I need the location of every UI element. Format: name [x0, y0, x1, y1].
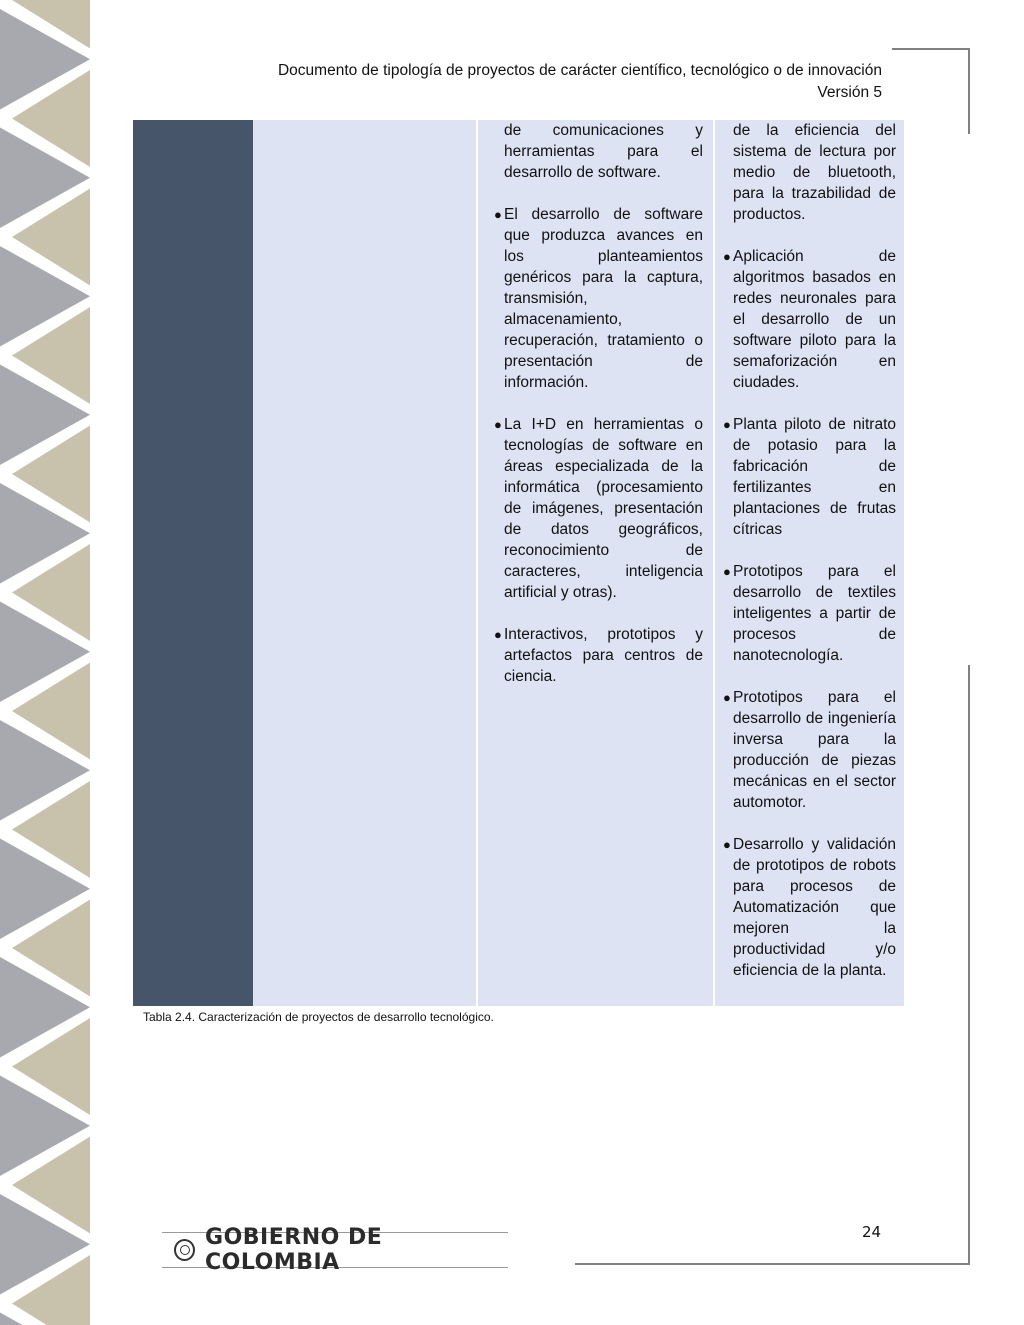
list-item: ● Desarrollo y validación de prototipos de robots para procesos de Automatización que mejoren la productividad y/o eficiencia de la planta. — [723, 836, 896, 979]
list-item: ● Planta piloto de nitrato de potasio para la fabricación de fertilizantes en plantaciones de frutas cítricas — [723, 416, 896, 538]
table-activities-column — [478, 120, 713, 1006]
bullet-icon: ● — [723, 690, 731, 705]
page-number: 24 — [862, 1223, 882, 1241]
list-item: ● Interactivos, prototipos y artefactos para centros de ciencia. — [494, 626, 703, 685]
frame-line-top — [892, 48, 970, 50]
activities-continuation — [494, 120, 703, 183]
government-logo-text: GOBIERNO DE COLOMBIA — [205, 1225, 383, 1275]
continuation-line: medio de bluetooth, — [733, 164, 896, 181]
frame-line-right-lower — [968, 665, 970, 1265]
continuation-line: sistema de lectura por — [733, 143, 896, 160]
bullet-icon: ● — [494, 417, 502, 432]
list-item: ● La I+D en herramientas o tecnologías de software en áreas especializada de la informática (procesamiento de imágenes, presentación de datos geográficos, reconocimiento de caracteres, inteligencia artificial y otras). — [494, 416, 703, 601]
frame-line-right-upper — [968, 48, 970, 134]
colombia-seal-icon — [174, 1239, 195, 1261]
frame-line-bottom — [575, 1263, 970, 1265]
bullet-icon: ● — [723, 837, 731, 852]
continuation-line: de comunicaciones y — [504, 122, 703, 139]
examples-list — [723, 246, 896, 981]
activities-list — [494, 204, 703, 687]
projects-table — [133, 120, 904, 1006]
continuation-line: herramientas para el — [504, 143, 703, 160]
bullet-icon: ● — [723, 249, 731, 264]
bullet-icon: ● — [723, 564, 731, 579]
list-item: ● Aplicación de algoritmos basados en redes neuronales para el desarrollo de un software piloto para la semaforización en ciudades. — [723, 248, 896, 391]
continuation-line: de la eficiencia del — [733, 122, 896, 139]
table-category-column — [133, 120, 253, 1006]
government-logo — [162, 1225, 508, 1275]
continuation-line: productos. — [733, 206, 806, 223]
header-title: Documento de tipología de proyectos de carácter científico, tecnológico o de innovación — [277, 62, 882, 79]
document-header — [278, 60, 882, 104]
list-item: ● Prototipos para el desarrollo de textiles inteligentes a partir de procesos de nanotecnología. — [723, 563, 896, 664]
continuation-line: para la trazabilidad de — [733, 185, 896, 202]
bullet-icon: ● — [494, 207, 502, 222]
list-item: ● El desarrollo de software que produzca avances en los planteamientos genéricos para la captura, transmisión, almacenamiento, recuperación, tratamiento o presentación de información. — [494, 206, 703, 391]
table-caption: Tabla 2.4. Caracterización de proyectos de desarrollo tecnológico. — [143, 1010, 494, 1024]
continuation-line: desarrollo de software. — [504, 164, 661, 181]
table-examples-column — [715, 120, 904, 1006]
bullet-icon: ● — [723, 417, 731, 432]
header-version: Versión 5 — [817, 84, 882, 101]
bullet-icon: ● — [494, 627, 502, 642]
table-description-column — [253, 120, 476, 1006]
list-item: ● Prototipos para el desarrollo de ingeniería inversa para la producción de piezas mecánicas en el sector automotor. — [723, 689, 896, 811]
decorative-side-strip — [0, 0, 90, 1325]
examples-continuation — [723, 120, 896, 225]
